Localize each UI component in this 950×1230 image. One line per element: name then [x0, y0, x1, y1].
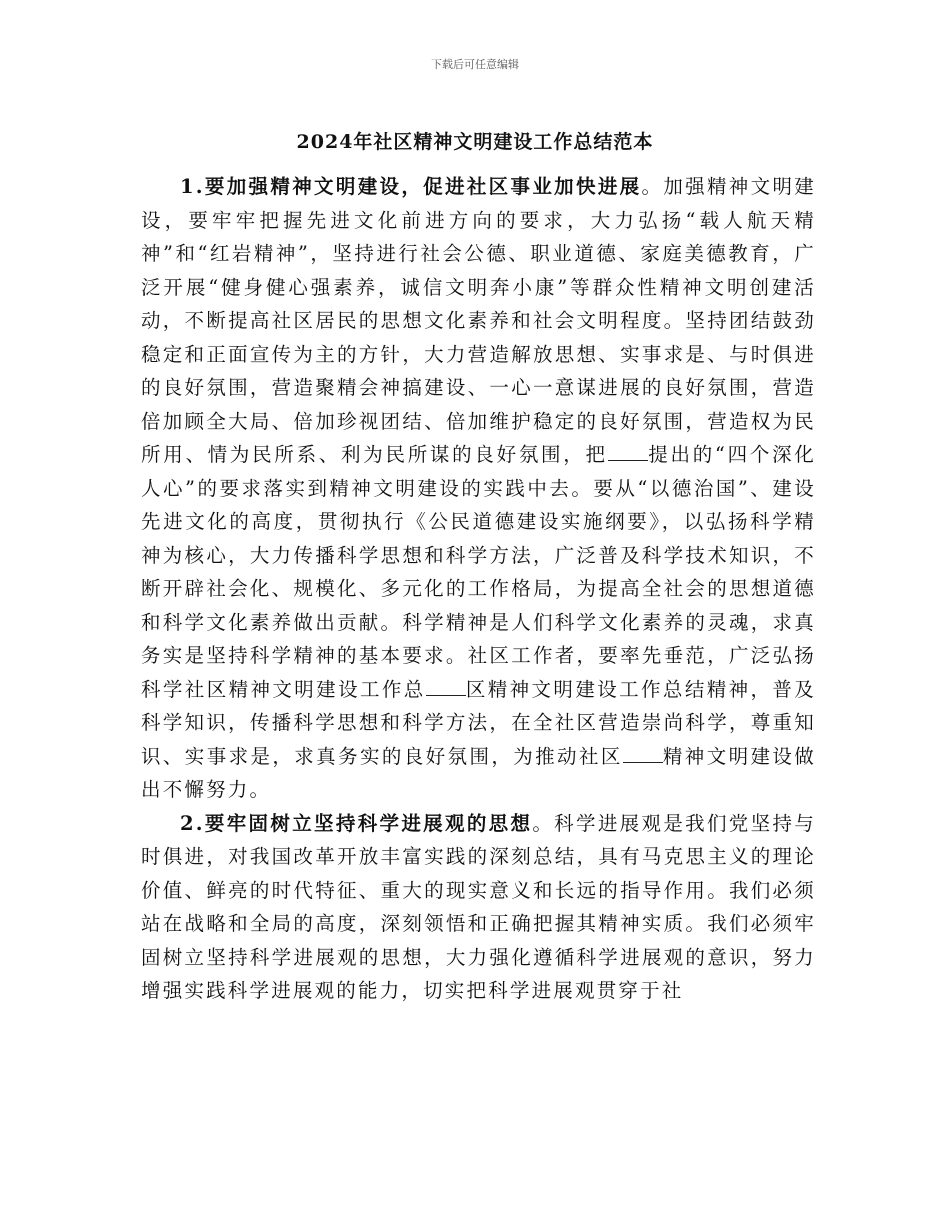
paragraph-text: 区精神文明建设工作总结精神，普及科学知识，传播科学思想和科学方法，在全社区营造崇尚科学，尊重知识、实事求是，求真务实的良好氛围，为推动社区: [141, 677, 816, 768]
document-body: [141, 170, 816, 1008]
header-note: 下载后可任意编辑: [431, 58, 519, 71]
blank-underline: [608, 442, 648, 461]
blank-underline: [623, 744, 663, 763]
paragraph-1: [141, 170, 816, 807]
paragraph-text: 精神文明建设做出不懈努力。: [141, 744, 816, 801]
blank-underline: [426, 677, 466, 696]
paragraph-lead: 2.要牢固树立坚持科学进展观的思想: [180, 811, 533, 835]
paragraph-text: 提出的“四个深化人心”的要求落实到精神文明建设的实践中去。要从“以德治国”、建设先进文化的高度，贯彻执行《公民道德建设实施纲要》，以弘扬科学精神为核心，大力传播科学思想和科学方法，广泛普及科学技术知识，不断开辟社会化、规模化、多元化的工作格局，为提高全社会的思想道德和科学文化素养做出贡献。科学精神是人们科学文化素养的灵魂，求真务实是坚持科学精神的基本要求。社区工作者，要率先垂范，广泛弘扬科学社区精神文明建设工作总: [141, 443, 817, 701]
paragraph-text: 。科学进展观是我们党坚持与时俱进，对我国改革开放丰富实践的深刻总结，具有马克思主义的理论价值、鲜亮的时代特征、重大的现实意义和长远的指导作用。我们必须站在战略和全局的高度，深刻领悟和正确把握其精神实质。我们必须牢固树立坚持科学进展观的思想，大力强化遵循科学进展观的意识，努力增强实践科学进展观的能力，切实把科学进展观贯穿于社: [141, 811, 816, 1002]
document-title: 2024年社区精神文明建设工作总结范本: [296, 131, 654, 153]
paragraph-text: 。加强精神文明建设，要牢牢把握先进文化前进方向的要求，大力弘扬“载人航天精神”和“红岩精神”，坚持进行社会公德、职业道德、家庭美德教育，广泛开展“健身健心强素养，诚信文明奔小康”等群众性精神文明创建活动，不断提高社区居民的思想文化素养和社会文明程度。坚持团结鼓劲稳定和正面宣传为主的方针，大力营造解放思想、实事求是、与时俱进的良好氛围，营造聚精会神搞建设、一心一意谋进展的良好氛围，营造倍加顾全大局、倍加珍视团结、倍加维护稳定的良好氛围，营造权为民所用、情为民所系、利为民所谋的良好氛围，把: [141, 175, 816, 466]
paragraph-lead: 1.要加强精神文明建设，促进社区事业加快进展: [180, 175, 642, 198]
paragraph-2: [141, 807, 816, 1008]
